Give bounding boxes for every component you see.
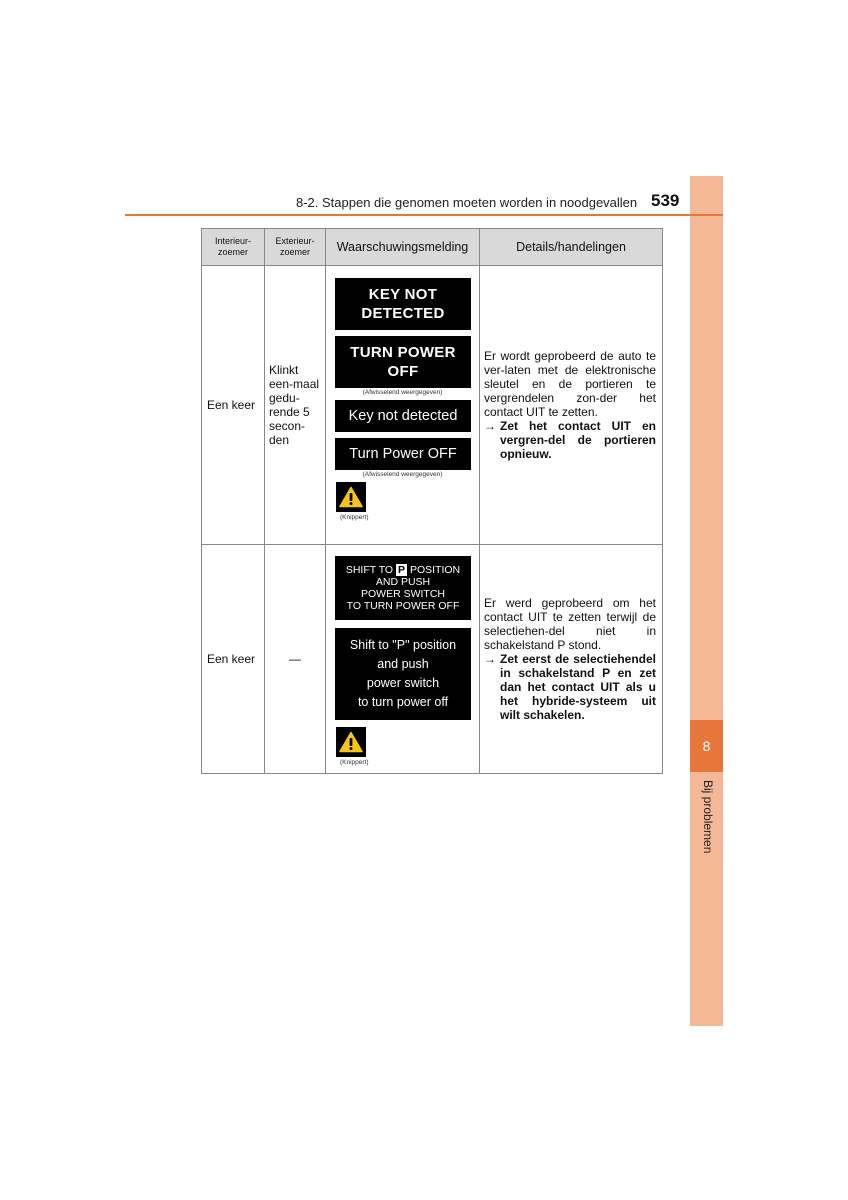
warning-triangle-icon: [336, 727, 366, 757]
header-divider: [125, 214, 723, 216]
table-header-row: [202, 229, 663, 266]
header-exterior-buzzer: Exterieur- zoemer: [265, 229, 326, 266]
display-turn-power-off: Turn Power OFF: [335, 438, 471, 470]
exterior-buzzer-cell: —: [265, 545, 326, 774]
action-text: Zet eerst de selectiehendel in schakelstand P en zet dan het contact UIT als u het hybride-systeem uit wilt schakelen.: [500, 652, 656, 722]
warning-table: [201, 228, 663, 774]
caption-blinking: (Knippert): [340, 759, 369, 766]
display-shift-to-p-caps: SHIFT TO P POSITION AND PUSH POWER SWITCH TO TURN POWER OFF: [335, 556, 471, 620]
display-key-not-detected: Key not detected: [335, 400, 471, 432]
display-turn-power-off-caps: TURN POWER OFF: [335, 336, 471, 388]
action-text: Zet het contact UIT en vergren-del de portieren opnieuw.: [500, 419, 656, 461]
caption-blinking: (Knippert): [340, 514, 369, 521]
arrow-icon: →: [484, 652, 496, 666]
warning-message-cell: [326, 266, 480, 545]
interior-buzzer-cell: Een keer: [202, 266, 265, 545]
header-details: Details/handelingen: [480, 229, 663, 266]
chapter-number: 8: [690, 720, 723, 772]
chapter-side-tab: [690, 176, 723, 1026]
caption-alternating: (Afwisselend weergegeven): [362, 471, 443, 478]
section-title: 8-2. Stappen die genomen moeten worden in noodgevallen: [296, 195, 638, 210]
display-key-not-detected-caps: KEY NOT DETECTED: [335, 278, 471, 330]
chapter-label: Bij problemen: [701, 780, 715, 854]
details-cell: [480, 266, 663, 545]
header-interior-buzzer: Interieur- zoemer: [202, 229, 265, 266]
exterior-buzzer-cell: Klinkt een-maal gedu-rende 5 secon-den: [265, 266, 326, 545]
details-text: Er werd geprobeerd om het contact UIT te zetten terwijl de selectiehen-del niet in schakelstand P stond.: [484, 596, 656, 652]
action-line: [484, 419, 656, 461]
caption-alternating: (Afwisselend weergegeven): [362, 389, 443, 396]
table-row: [202, 545, 663, 774]
action-line: [484, 652, 656, 722]
interior-buzzer-cell: Een keer: [202, 545, 265, 774]
p-position-badge: P: [398, 564, 406, 576]
warning-message-cell: [326, 545, 480, 774]
table-row: [202, 266, 663, 545]
header-warning-message: Waarschuwingsmelding: [326, 229, 480, 266]
warning-triangle-icon: [336, 482, 366, 512]
page-number: 539: [651, 191, 680, 210]
display-shift-to-p: Shift to "P" position and push power switch to turn power off: [335, 628, 471, 720]
details-cell: [480, 545, 663, 774]
details-text: Er wordt geprobeerd de auto te ver-laten met de elektronische sleutel en de portieren te vergrendelen zon-der het contact UIT te zetten.: [484, 349, 656, 419]
arrow-icon: →: [484, 419, 496, 433]
